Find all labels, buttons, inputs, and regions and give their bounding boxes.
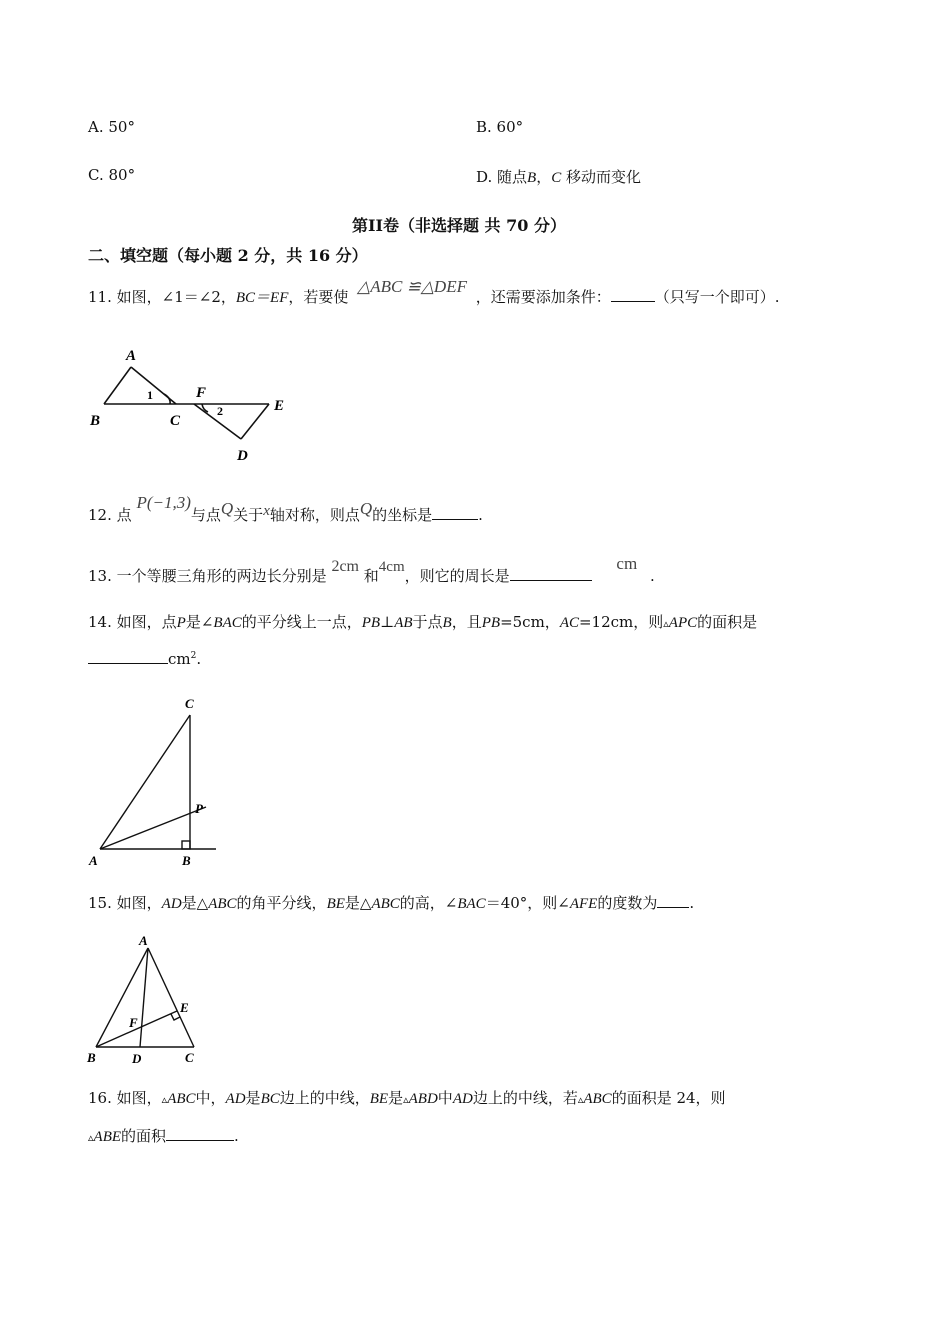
figure-14-lines	[100, 715, 216, 849]
q15-text-6: ＝40°，则∠	[485, 894, 570, 912]
q14-text-9: 的面积是	[697, 613, 758, 631]
q16-segment-bc: BC	[260, 1091, 280, 1107]
q11-text-1: 如图，∠1＝∠2，	[116, 288, 236, 306]
q15-text-2: 是△	[181, 894, 209, 912]
q12-point-q: Q	[220, 499, 234, 518]
option-c: C. 80°	[88, 166, 136, 184]
q15-triangle-abc-2: ABC	[371, 896, 400, 912]
question-12	[88, 493, 483, 525]
q11-text-4: ，还需要添加条件：	[475, 288, 611, 306]
figure-11-lines	[104, 367, 269, 439]
q11-text-2: BC＝EF	[235, 290, 289, 306]
q16-segment-be: BE	[369, 1091, 389, 1107]
q12-text-3: 关于	[233, 506, 264, 524]
fig11-label-b: B	[90, 413, 101, 429]
question-16-line-2	[88, 1125, 239, 1146]
part-title: 二、填空题（每小题 2 分，共 16 分）	[88, 246, 368, 265]
fig15-label-b: B	[87, 1050, 96, 1065]
q16-text-4: 边上的中线，	[279, 1089, 370, 1107]
figure-14	[86, 690, 226, 870]
fig11-label-f: F	[196, 385, 207, 401]
fig11-label-a: A	[126, 348, 137, 364]
q12-point-p: P(−1,3)	[136, 493, 191, 512]
option-d-sep: ，	[536, 168, 552, 186]
q14-angle-bac: BAC	[213, 615, 242, 631]
section-title: 第II卷（非选择题 共 70 分）	[352, 216, 566, 235]
q14-segment-ab: AB	[394, 615, 413, 631]
q14-text-5: 于点	[412, 613, 443, 631]
option-d-point-c: C	[551, 170, 562, 186]
figure-15	[84, 928, 209, 1068]
fig15-label-f: F	[129, 1015, 138, 1030]
q14-text-8: =12cm，则	[578, 613, 664, 631]
q16-segment-ad: AD	[225, 1091, 246, 1107]
q16-triangle-abd: ABD	[408, 1091, 438, 1107]
q14-text-3: 的平分线上一点，	[241, 613, 362, 631]
q15-angle-afe: AFE	[569, 896, 598, 912]
q16-text-7: 边上的中线，若	[472, 1089, 578, 1107]
fig14-label-p: P	[195, 801, 203, 816]
q15-triangle-abc: ABC	[208, 896, 237, 912]
q16-text-6: 中	[437, 1089, 453, 1107]
q14-text-1: 如图，点	[116, 613, 177, 631]
q15-answer-blank	[657, 893, 689, 908]
fig15-label-a: A	[139, 933, 148, 948]
q14-point-p: P	[176, 615, 186, 631]
q16-text-8: 的面积是 24，则	[611, 1089, 726, 1107]
q16-text-3: 是	[245, 1089, 261, 1107]
q16-triangle-symbol-2: ▵	[403, 1093, 409, 1106]
q13-text-2: 和	[363, 567, 379, 585]
q13-unit: cm	[616, 554, 638, 573]
q11-number: 11.	[88, 288, 112, 306]
q16-number: 16.	[88, 1089, 112, 1107]
q16-triangle-abe: ABE	[93, 1129, 122, 1145]
q13-text-1: 一个等腰三角形的两边长分别是	[116, 567, 327, 585]
figure-15-lines	[96, 948, 194, 1047]
q13-answer-blank	[510, 566, 592, 581]
fig11-angle-2: 2	[217, 404, 223, 418]
fig11-label-d: D	[237, 448, 248, 464]
fig14-label-b: B	[182, 853, 191, 868]
option-d-prefix: D. 随点	[476, 168, 528, 186]
q14-segment-ac: AC	[559, 615, 579, 631]
question-13	[88, 554, 655, 586]
q15-segment-ad: AD	[161, 896, 182, 912]
q13-value-2: 4cm	[378, 559, 405, 575]
q14-triangle-symbol: ▵	[663, 617, 669, 630]
q15-text-5: 的高，∠	[399, 894, 458, 912]
q16-text-10: .	[234, 1127, 239, 1145]
fig11-label-c: C	[170, 413, 181, 429]
q14-unit-exponent: 2	[190, 651, 197, 661]
q13-value-1: 2cm	[331, 558, 359, 575]
q12-text-5: 的坐标是	[372, 506, 433, 524]
q12-text-6: .	[478, 506, 483, 524]
fig15-label-e: E	[180, 1000, 189, 1015]
q14-point-b: B	[442, 615, 452, 631]
fig11-label-e: E	[274, 398, 285, 414]
q16-text-2: 中，	[195, 1089, 226, 1107]
q11-congruence-equation: △ABC ≌△DEF	[357, 277, 467, 296]
option-a: A. 50°	[88, 118, 135, 136]
question-14-line-2	[88, 649, 201, 668]
fig15-label-c: C	[185, 1050, 194, 1065]
q12-text-2: 与点	[190, 506, 221, 524]
q16-triangle-symbol: ▵	[161, 1093, 168, 1106]
question-14	[88, 611, 757, 632]
q14-period: .	[196, 650, 202, 668]
q13-number: 13.	[88, 567, 112, 585]
q16-segment-ad-2: AD	[452, 1091, 473, 1107]
q14-text-7: =5cm，	[500, 613, 560, 631]
q12-text-4: 轴对称，则点	[269, 506, 360, 524]
q16-text-5: 是	[388, 1089, 404, 1107]
q15-segment-be: BE	[326, 896, 345, 912]
q16-triangle-abc: ABC	[167, 1091, 196, 1107]
q15-text-4: 是△	[344, 894, 372, 912]
option-b: B. 60°	[476, 118, 524, 136]
q12-text-1: 点	[116, 506, 132, 524]
q14-segment-pb: PB	[361, 615, 381, 631]
q15-number: 15.	[88, 894, 112, 912]
question-16	[88, 1087, 726, 1108]
q11-answer-blank	[611, 287, 655, 302]
question-11	[88, 277, 780, 307]
q14-perp: ⊥	[380, 613, 395, 631]
q12-number: 12.	[88, 506, 112, 524]
fig11-angle-1: 1	[147, 388, 153, 402]
option-d-suffix: 移动而变化	[561, 168, 642, 186]
q12-point-q-2: Q	[359, 499, 373, 518]
q16-triangle-symbol-4: ▵	[88, 1131, 94, 1144]
q11-text-3: ，若要使	[288, 288, 349, 306]
question-15	[88, 892, 694, 913]
q14-text-6: ，且	[451, 613, 482, 631]
figure-11	[86, 340, 296, 465]
option-d	[476, 166, 641, 187]
q16-triangle-symbol-3: ▵	[577, 1093, 584, 1106]
fig14-label-a: A	[89, 853, 98, 868]
q14-number: 14.	[88, 613, 112, 631]
q14-unit: cm	[168, 650, 191, 668]
q15-text-7: 的度数为	[597, 894, 658, 912]
q12-answer-blank	[432, 505, 478, 520]
fig14-label-c: C	[185, 696, 194, 711]
q15-text-3: 的角平分线，	[236, 894, 327, 912]
q15-angle-bac: BAC	[457, 896, 486, 912]
option-d-point-b: B	[527, 170, 537, 186]
q16-answer-blank	[166, 1126, 234, 1141]
q14-segment-pb-2: PB	[481, 615, 501, 631]
q16-text-9: 的面积	[121, 1127, 167, 1145]
q12-x-axis: x	[263, 503, 270, 519]
q16-triangle-abc-2: ABC	[583, 1091, 612, 1107]
q14-text-2: 是∠	[185, 613, 214, 631]
q11-text-5: （只写一个即可）.	[654, 288, 780, 306]
q13-text-3: ，则它的周长是	[404, 567, 510, 585]
q15-text-8: .	[689, 894, 695, 912]
q16-text-1: 如图，	[116, 1089, 162, 1107]
q14-answer-blank	[88, 649, 168, 664]
q14-triangle-apc: APC	[668, 615, 698, 631]
q15-text-1: 如图，	[116, 894, 162, 912]
q13-text-4: .	[649, 567, 655, 585]
fig15-label-d: D	[132, 1051, 142, 1066]
